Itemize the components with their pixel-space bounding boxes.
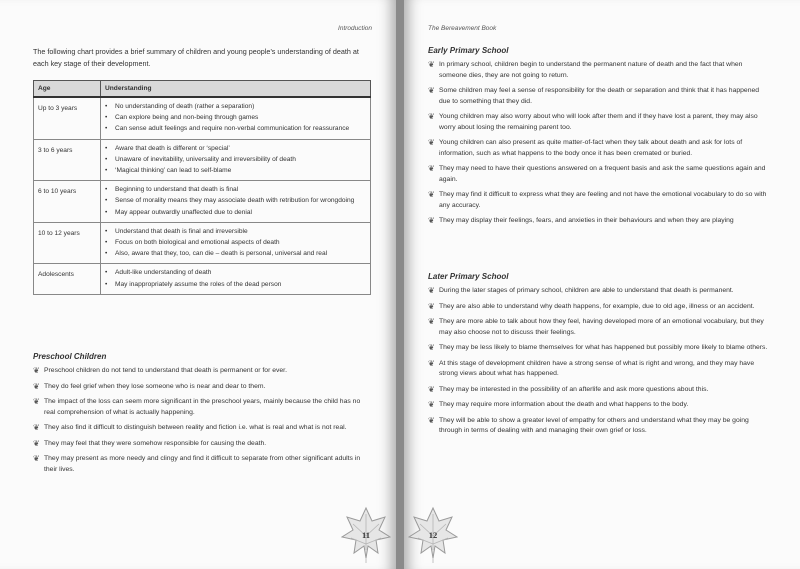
list-item: ❦ They also find it difficult to distinguish between reality and fiction i.e. what is real and what is not real. bbox=[33, 423, 347, 432]
list-item: ❦ They may require more information about the death and what happens to the body. bbox=[428, 400, 689, 409]
list-item: • ‘Magical thinking’ can lead to self-blame bbox=[105, 166, 366, 175]
intro-text: The following chart provides a brief summary of children and young people’s understanding of death at each key stage of their development. bbox=[33, 47, 359, 68]
table-row bbox=[34, 264, 371, 294]
table-header-age: Age bbox=[34, 81, 101, 98]
list-item: ❦ Young children can also present as quite matter-of-fact when they talk about death and ask for lots of information, such as what happens to the body once it has been cremated or buried. bbox=[428, 138, 743, 157]
leaf-bullet-icon: ❦ bbox=[33, 366, 40, 375]
list-item: ❦ They will be able to show a greater level of empathy for others and understand what they may be going through in terms of dealing with and managing their own grief or loss. bbox=[428, 415, 749, 434]
list-item: • Aware that death is different or ‘special’ bbox=[105, 144, 366, 153]
section-heading-early-primary: Early Primary School bbox=[428, 46, 509, 55]
leaf-bullet-icon: ❦ bbox=[428, 60, 435, 69]
understanding-cell bbox=[101, 181, 371, 223]
table-row bbox=[34, 181, 371, 223]
right-page bbox=[404, 0, 800, 569]
age-cell: 10 to 12 years bbox=[34, 222, 101, 264]
leaf-bullet-icon: ❦ bbox=[33, 397, 40, 406]
leaf-bullet-icon: ❦ bbox=[428, 164, 435, 173]
list-item: • Focus on both biological and emotional aspects of death bbox=[105, 238, 366, 247]
list-item: ❦ During the later stages of primary school, children are able to understand that death is permanent. bbox=[428, 286, 734, 295]
leaf-bullet-icon: ❦ bbox=[428, 86, 435, 95]
leaf-bullet-icon: ❦ bbox=[428, 415, 435, 425]
age-understanding-table bbox=[33, 80, 371, 295]
section-heading-preschool: Preschool Children bbox=[33, 352, 107, 361]
list-item: • Adult-like understanding of death bbox=[105, 268, 366, 277]
leaf-bullet-icon: ❦ bbox=[33, 438, 40, 448]
list-item: ❦ They are more able to talk about how they feel, having developed more of an emotional vocabulary, but they may also choose not to discuss their feelings. bbox=[428, 317, 764, 336]
understanding-cell bbox=[101, 222, 371, 264]
preschool-section bbox=[33, 352, 371, 475]
page-number-leaf-left bbox=[341, 506, 391, 564]
section-heading-later-primary: Later Primary School bbox=[428, 272, 509, 281]
page-number-leaf-right bbox=[408, 506, 458, 564]
list-item: ❦ They may display their feelings, fears, and anxieties in their behaviours and when they are playing bbox=[428, 216, 734, 225]
leaf-bullet-icon: ❦ bbox=[33, 454, 40, 463]
book-gutter bbox=[396, 0, 404, 569]
list-item: ❦ They may be interested in the possibility of an afterlife and ask more questions about this. bbox=[428, 384, 709, 394]
leaf-bullet-icon: ❦ bbox=[428, 286, 435, 295]
table-row bbox=[34, 97, 371, 139]
leaf-bullet-icon: ❦ bbox=[428, 301, 435, 311]
list-item: ❦ They are also able to understand why death happens, for example, due to old age, illness or an accident. bbox=[428, 301, 755, 311]
leaf-bullet-icon: ❦ bbox=[428, 138, 435, 147]
table-row bbox=[34, 139, 371, 181]
list-item: • Can explore being and non-being through games bbox=[105, 113, 366, 122]
table-row bbox=[34, 222, 371, 264]
leaf-bullet-icon: ❦ bbox=[428, 358, 435, 368]
list-item: ❦ At this stage of development children have a strong sense of what is right and wrong, and they may have strong views about what has happened. bbox=[428, 358, 755, 377]
leaf-bullet-icon: ❦ bbox=[428, 317, 435, 326]
list-item: ❦ In primary school, children begin to understand the permanent nature of death and the fact that when someone dies, they are not going to return. bbox=[428, 60, 743, 79]
list-item: ❦ Young children may also worry about who will look after them and if they have lost a parent, they may also worry about losing the remaining parent too. bbox=[428, 112, 758, 131]
age-cell: 3 to 6 years bbox=[34, 139, 101, 181]
list-item: ❦ They may find it difficult to express what they are feeling and not have the emotional vocabulary to do so with any accuracy. bbox=[428, 190, 767, 209]
list-item: • Also, aware that they, too, can die – death is personal, universal and real bbox=[105, 249, 366, 258]
list-item: ❦ They may be less likely to blame themselves for what has happened but possibly more likely to blame others. bbox=[428, 343, 768, 352]
list-item: ❦ They may feel that they were somehow responsible for causing the death. bbox=[33, 438, 267, 448]
leaf-bullet-icon: ❦ bbox=[428, 112, 435, 121]
list-item: ❦ Preschool children do not tend to understand that death is permanent or for ever. bbox=[33, 366, 287, 375]
leaf-bullet-icon: ❦ bbox=[428, 216, 435, 225]
leaf-bullet-icon: ❦ bbox=[428, 343, 435, 352]
leaf-bullet-icon: ❦ bbox=[33, 423, 40, 432]
list-item: ❦ They may need to have their questions answered on a frequent basis and ask the same questions again and again. bbox=[428, 164, 766, 183]
list-item: ❦ They may present as more needy and clingy and find it difficult to separate from other significant adults in their lives. bbox=[33, 454, 361, 473]
list-item: • Beginning to understand that death is final bbox=[105, 185, 366, 194]
leaf-bullet-icon: ❦ bbox=[428, 384, 435, 394]
list-item: ❦ They do feel grief when they lose someone who is near and dear to them. bbox=[33, 381, 266, 391]
leaf-bullet-icon: ❦ bbox=[428, 190, 435, 199]
leaf-bullet-icon: ❦ bbox=[33, 381, 40, 391]
running-head-right: The Bereavement Book bbox=[428, 25, 497, 32]
list-item: ❦ The impact of the loss can seem more significant in the preschool years, mainly because the child has no real comprehension of what is actually happening. bbox=[33, 397, 361, 416]
left-page bbox=[0, 0, 396, 569]
list-item: • Understand that death is final and irreversible bbox=[105, 227, 366, 236]
table-header-row bbox=[34, 81, 371, 98]
age-cell: 6 to 10 years bbox=[34, 181, 101, 223]
list-item: • Unaware of inevitability, universality and irreversibility of death bbox=[105, 155, 366, 164]
list-item: ❦ Some children may feel a sense of responsibility for the death or separation and think that it has happened due to something that they did. bbox=[428, 86, 760, 105]
list-item: • Can sense adult feelings and require non-verbal communication for reassurance bbox=[105, 124, 366, 133]
understanding-cell bbox=[101, 97, 371, 139]
early-primary-section bbox=[428, 46, 772, 227]
list-item: • May appear outwardly unaffected due to denial bbox=[105, 208, 366, 217]
page-number: 12 bbox=[428, 530, 438, 540]
page-number: 11 bbox=[361, 530, 371, 540]
age-cell: Up to 3 years bbox=[34, 97, 101, 139]
later-primary-section bbox=[428, 272, 772, 437]
list-item: • May inappropriately assume the roles of the dead person bbox=[105, 280, 366, 289]
leaf-bullet-icon: ❦ bbox=[428, 400, 435, 409]
list-item: • Sense of morality means they may associate death with retribution for wrongdoing bbox=[105, 196, 366, 205]
table-header-understanding: Understanding bbox=[101, 81, 371, 98]
understanding-cell bbox=[101, 139, 371, 181]
age-cell: Adolescents bbox=[34, 264, 101, 294]
understanding-cell bbox=[101, 264, 371, 294]
list-item: • No understanding of death (rather a separation) bbox=[105, 102, 366, 111]
running-head-left: Introduction bbox=[338, 25, 372, 32]
